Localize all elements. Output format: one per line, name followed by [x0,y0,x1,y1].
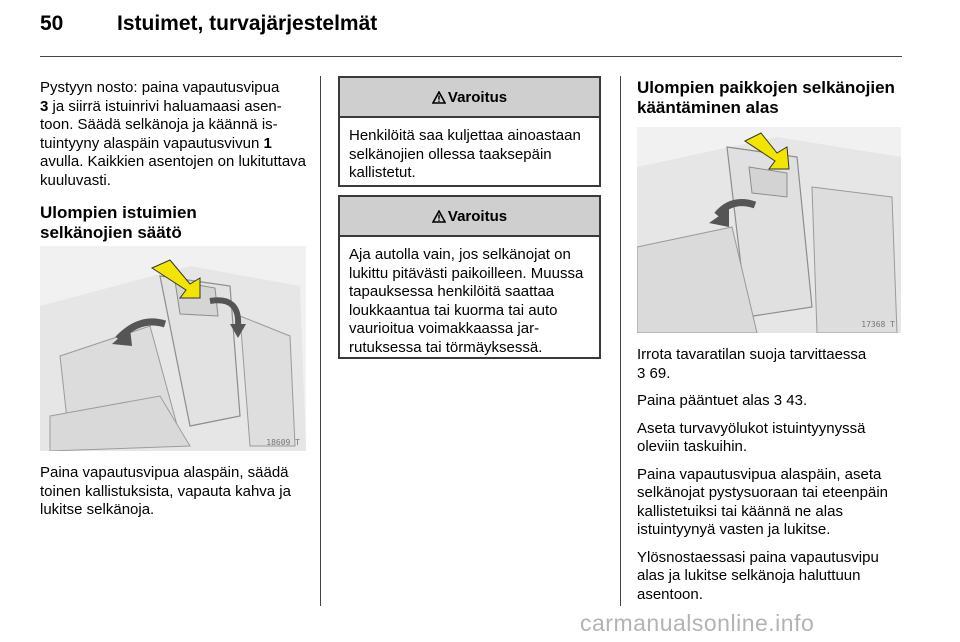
instruction-1: Irrota tavaratilan suoja tarvittaessa 3 69. [637,346,867,382]
column-3-text [637,346,905,604]
warning-title: Varoitus [447,88,508,106]
warning-header [340,78,599,118]
instruction-3: Aseta turvavyölukot istuintyynyssä oleviin taskuihin. [637,419,866,455]
column-1-caption [40,464,310,520]
ref-number-3: 3 [40,97,49,115]
page-title: Istuimet, turvajärjestelmät [117,12,378,35]
ref-number-1: 1 [263,134,272,152]
header-rule [40,56,902,57]
image-caption: Paina vapautusvipua alaspäin, säädä toinen kallistuksista, vapauta kahva ja lukitse selkänoja. [40,464,291,518]
column-divider-2 [620,76,621,606]
image-code: 18609 T [266,438,300,447]
warning-triangle-icon [432,91,446,104]
page-ref: 69. [649,364,671,382]
warning-box-1 [338,76,601,187]
page-ref: 43. [786,392,808,409]
section-heading-backrest-adjust: Ulompien istuimien selkänojien säätö [40,203,197,242]
image-code: 17368 T [861,320,895,329]
page-ref-arrow-icon: 3 [637,364,646,382]
instruction-4: Paina vapautusvipua alaspäin, aseta selkänojat pystysuoraan tai eteenpäin kallistetuiksi tai käännä ne alas istuintyynyä vasten ja lukitse. [637,465,889,538]
instruction-2: Paina pääntuet alas 3 43. [637,392,808,409]
page-ref-arrow-icon: 3 [773,392,783,409]
column-1-text [40,79,307,243]
watermark: carmanualsonline.info [580,610,815,636]
column-3-heading [637,78,902,118]
seat-backrest-drawing [40,246,306,451]
seat-fold-drawing [637,127,901,333]
warning-header [340,197,599,237]
warning-title: Varoitus [447,207,508,225]
section-heading-backrest-fold: Ulompien paikkojen selkänojien kääntäminen alas [637,78,895,117]
instruction-5: Ylösnostaessasi paina vapautusvipu alas ja lukitse selkänoja haluttuun asentoon. [637,548,879,603]
intro-paragraph: Pystyyn nosto: paina vapautusvipua 3 ja siirrä istuinrivi haluamaasi asentoon. Säädä selkänoja ja käännä istuintyyny alaspäin vapautusvivun 1 avulla. Kaikkien asentojen on lukituttava kuuluvasti. [40,79,307,189]
warning-text: Henkilöitä saa kuljettaa ainoastaan selkänojien ollessa taaksepäin kallistetut. [349,127,581,181]
warning-box-2 [338,195,601,359]
seat-backrest-illustration-2 [637,127,901,333]
seat-backrest-illustration-1 [40,246,306,451]
column-divider-1 [320,76,321,606]
warning-triangle-icon [432,210,446,223]
warning-text: Aja autolla vain, jos selkänojat on lukittu pitävästi paikoilleen. Muussa tapauksessa henkilöitä saattaa loukkaantua tai kuorma tai auto vaurioitua voimakkaassa jarrutuksessa tai törmäyksessä. [349,246,584,356]
page-number: 50 [40,12,64,35]
